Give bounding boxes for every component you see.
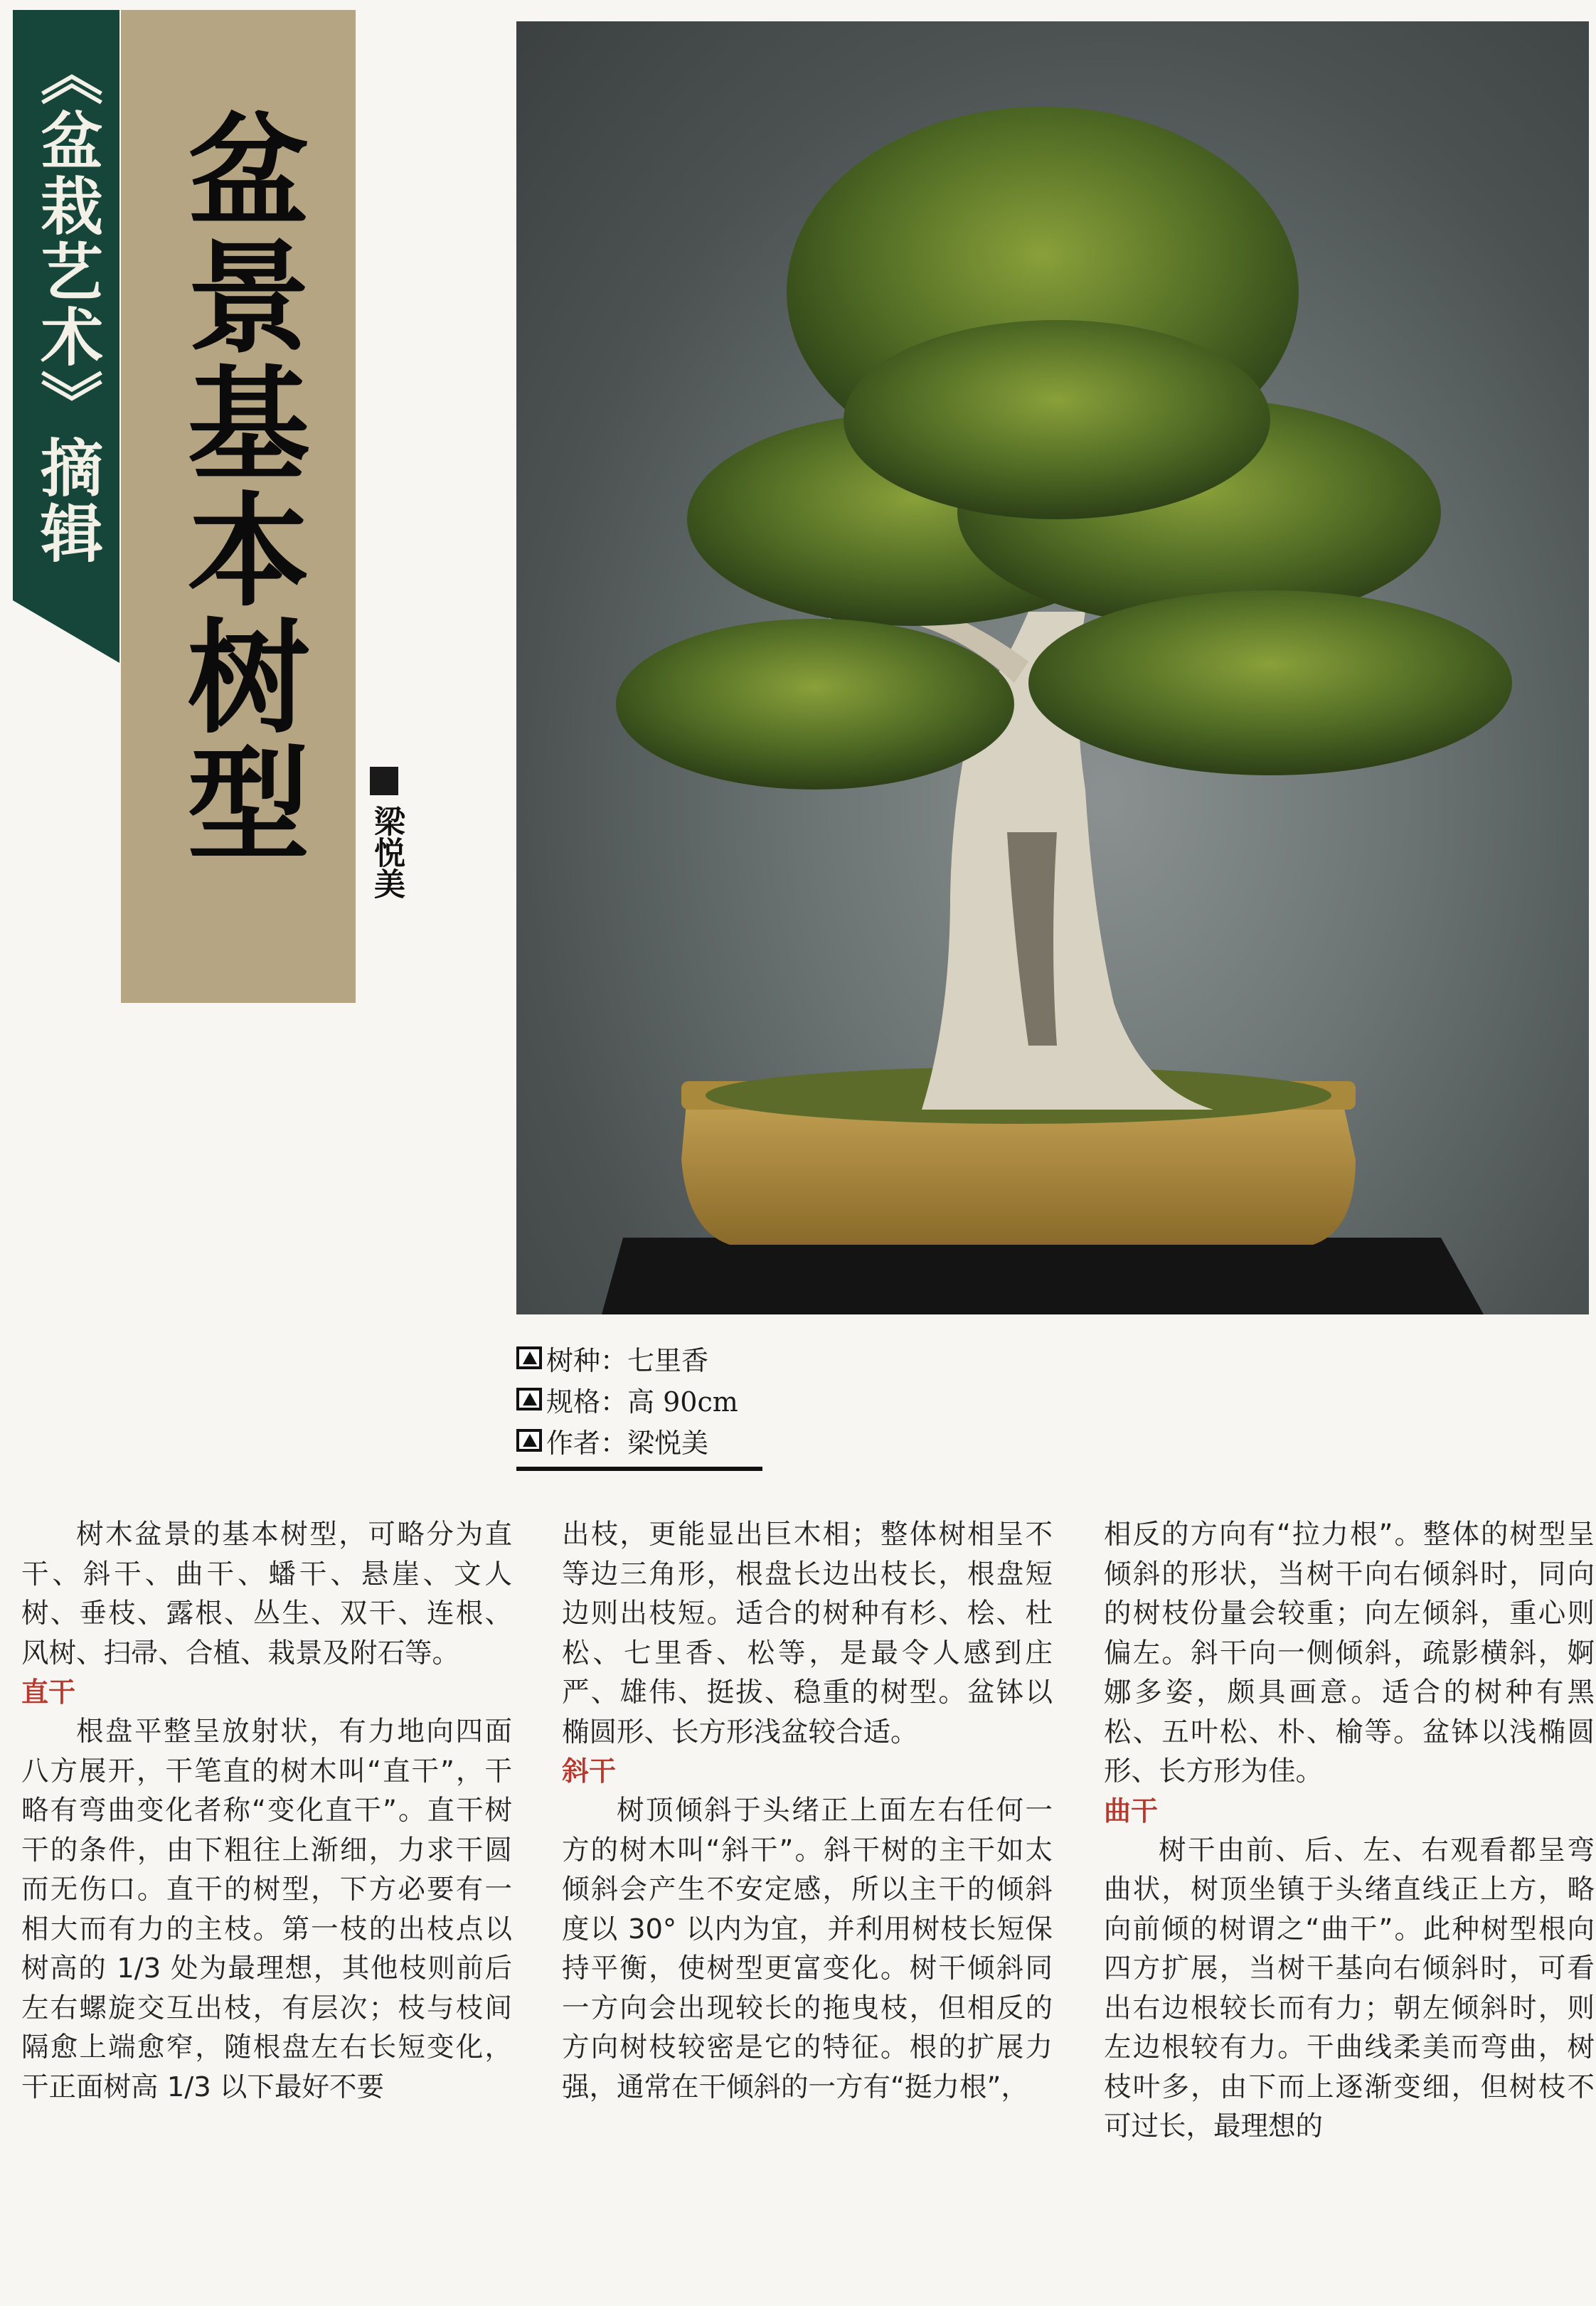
caption-label: 作者： xyxy=(546,1427,628,1459)
author-name: 梁悦美 xyxy=(368,805,405,899)
continued-paragraph: 相反的方向有“拉力根”。整体的树型呈倾斜的形状，当树干向右倾斜时，同向的树枝份量会较重；向左倾斜，重心则偏左。斜干向一侧倾斜，疏影横斜，婀娜多姿，颇具画意。适合的树种有黑松、五叶松、朴、榆等。盆钵以浅椭圆形、长方形为佳。 xyxy=(1104,1519,1595,1787)
body-paragraph: 树干由前、后、左、右观看都呈弯曲状，树顶坐镇于头绪直线正上方，略向前倾的树谓之“曲干”。此种树型根向四方扩展，当树干基向右倾斜时，可看出右边根较长而有力；朝左倾斜时，则左边根较有力。干曲线柔美而弯曲，树枝叶多，由下而上逐渐变细，但树枝不可过长，最理想的 xyxy=(1104,1834,1595,2142)
caption-label: 树种： xyxy=(546,1344,628,1376)
section-heading-slant: 斜干 xyxy=(562,1755,617,1787)
section-heading-straight: 直干 xyxy=(21,1677,76,1708)
caption-author xyxy=(516,1420,772,1461)
continued-paragraph: 出枝，更能显出巨木相；整体树相呈不等边三角形，根盘长边出枝长，根盘短边则出枝短。适合的树种有杉、桧、杜松、七里香、松等，是最令人感到庄严、雄伟、挺拔、稳重的树型。盆钵以椭圆形、长方形浅盆较合适。 xyxy=(562,1519,1053,1748)
triangle-icon xyxy=(516,1388,542,1410)
triangle-icon xyxy=(516,1346,542,1369)
caption-rule xyxy=(516,1467,762,1471)
section-heading-curved: 曲干 xyxy=(1104,1795,1159,1827)
body-paragraph: 树顶倾斜于头绪正上面左右任何一方的树木叫“斜干”。斜干树的主干如太倾斜会产生不安定感，所以主干的倾斜度以 30° 以内为宜，并利用树枝长短保持平衡，使树型更富变化。树干倾斜同一方向会出现较长的拖曳枝，但相反的方向树枝较密是它的特征。根的扩展力强，通常在干倾斜的一方有“挺力根”， xyxy=(562,1795,1053,2103)
text-column-2 xyxy=(562,1515,1053,2107)
triangle-icon xyxy=(516,1429,542,1452)
bonsai-illustration xyxy=(516,21,1589,1314)
caption-size xyxy=(516,1378,772,1420)
caption-value: 梁悦美 xyxy=(627,1427,709,1459)
caption-value: 七里香 xyxy=(627,1344,709,1376)
caption-label: 规格： xyxy=(546,1386,628,1418)
text-column-1 xyxy=(21,1515,512,2107)
series-label: 《盆栽艺术》摘辑 xyxy=(31,43,105,566)
caption-species xyxy=(516,1337,772,1378)
intro-paragraph: 树木盆景的基本树型，可略分为直干、斜干、曲干、蟠干、悬崖、文人树、垂枝、露根、丛生、双干、连根、风树、扫帚、合植、栽景及附石等。 xyxy=(21,1519,512,1669)
bonsai-photo xyxy=(516,21,1589,1314)
body-paragraph: 根盘平整呈放射状，有力地向四面八方展开，干笔直的树木叫“直干”，干略有弯曲变化者称“变化直干”。直干树干的条件，由下粗往上渐细，力求干圆而无伤口。直干的树型，下方必要有一相大而有力的主枝。第一枝的出枝点以树高的 1/3 处为最理想，其他枝则前后左右螺旋交互出枝，有层次；枝与枝间隔愈上端愈窄，随根盘左右长短变化，干正面树高 1/3 以下最好不要 xyxy=(21,1716,512,2103)
page-title: 盆景基本树型 xyxy=(167,107,310,866)
photo-caption xyxy=(516,1337,772,1461)
text-column-3 xyxy=(1104,1515,1595,2147)
author-square-icon xyxy=(370,767,398,795)
caption-value: 高 90cm xyxy=(627,1386,738,1418)
